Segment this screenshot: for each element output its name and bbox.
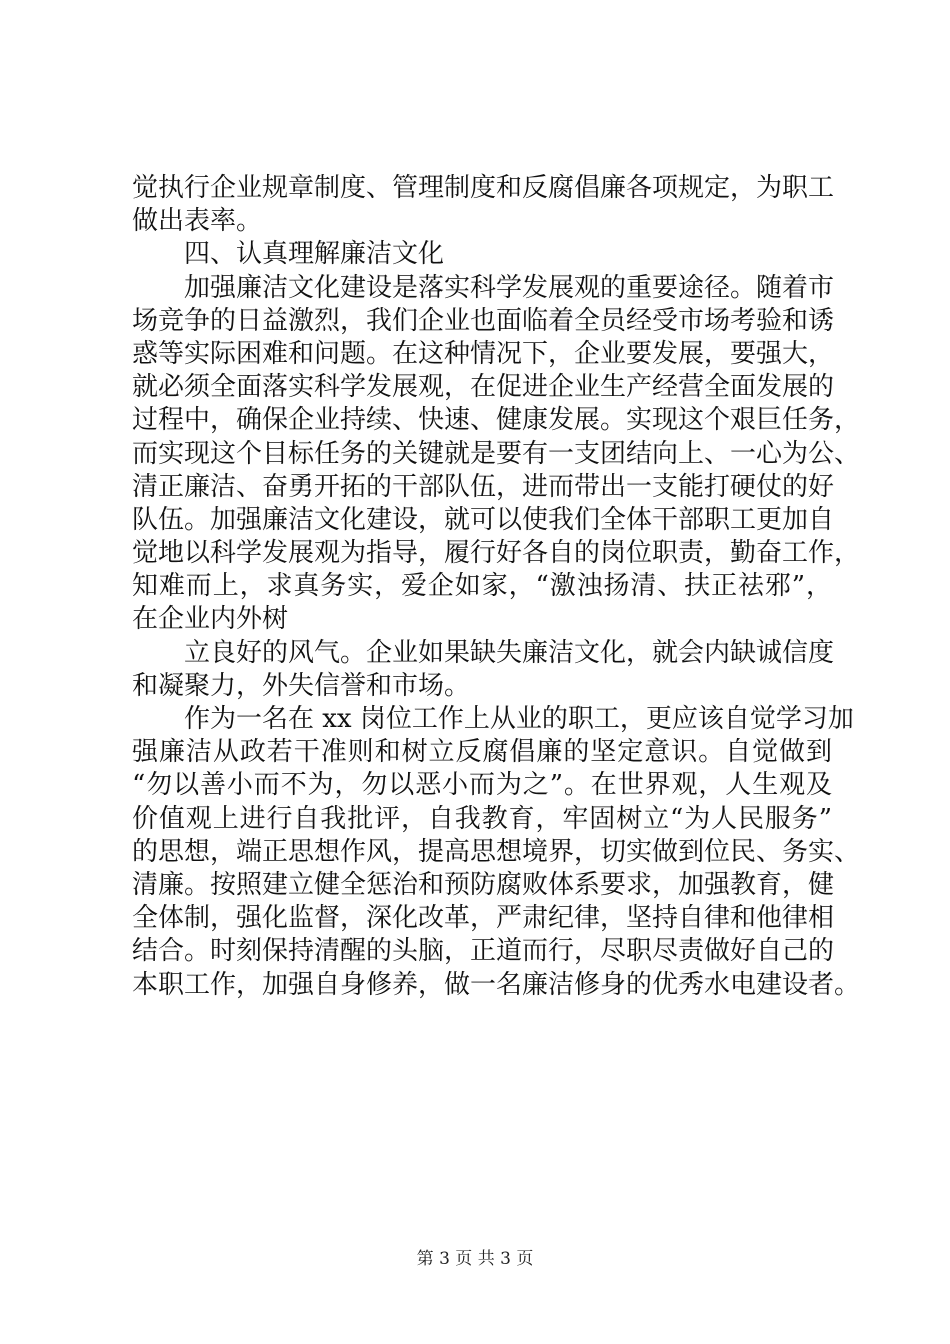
text-line: 就必须全面落实科学发展观，在促进企业生产经营全面发展的 bbox=[132, 372, 835, 403]
text-line: 结合。时刻保持清醒的头脑，正道而行，尽职尽责做好自己的 bbox=[132, 936, 835, 967]
text-line: “勿以善小而不为，勿以恶小而为之”。在世界观，人生观及 bbox=[132, 770, 832, 801]
text-line: 队伍。加强廉洁文化建设，就可以使我们全体干部职工更加自 bbox=[132, 504, 835, 535]
text-line: 作为一名在 xx 岗位工作上从业的职工，更应该自觉学习加 bbox=[184, 704, 854, 734]
text-line: 加强廉洁文化建设是落实科学发展观的重要途径。随着市 bbox=[184, 272, 835, 303]
text-line: 四、认真理解廉洁文化 bbox=[184, 239, 445, 270]
text-line: 做出表率。 bbox=[132, 206, 263, 237]
text-line: 和凝聚力，外失信誉和市场。 bbox=[132, 670, 471, 701]
text-line: 在企业内外树 bbox=[132, 604, 289, 635]
text-line: 强廉洁从政若干准则和树立反腐倡廉的坚定意识。自觉做到 bbox=[132, 737, 832, 768]
text-line: 的思想，端正思想作风，提高思想境界，切实做到位民、务实、 bbox=[132, 836, 861, 867]
text-line: 全体制，强化监督，深化改革，严肃纪律，坚持自律和他律相 bbox=[132, 903, 835, 934]
text-line: 过程中，确保企业持续、快速、健康发展。实现这个艰巨任务， bbox=[132, 405, 861, 436]
text-line: 而实现这个目标任务的关键就是要有一支团结向上、一心为公、 bbox=[132, 438, 861, 469]
document-body bbox=[132, 172, 861, 1002]
text-line: 清廉。按照建立健全惩治和预防腐败体系要求，加强教育，健 bbox=[132, 869, 835, 900]
text-line: 本职工作，加强自身修养，做一名廉洁修身的优秀水电建设者。 bbox=[132, 969, 861, 1000]
text-line: 惑等实际困难和问题。在这种情况下，企业要发展，要强大， bbox=[132, 338, 835, 369]
text-line: 场竞争的日益激烈，我们企业也面临着全员经受市场考验和诱 bbox=[132, 305, 835, 336]
text-line: 立良好的风气。企业如果缺失廉洁文化，就会内缺诚信度 bbox=[184, 637, 835, 668]
text-line: 清正廉洁、奋勇开拓的干部队伍，进而带出一支能打硬仗的好 bbox=[132, 471, 835, 502]
text-line: 知难而上，求真务实，爱企如家，“激浊扬清、扶正祛邪”， bbox=[132, 571, 832, 602]
text-line: 价值观上进行自我批评，自我教育，牢固树立“为人民服务” bbox=[132, 803, 832, 834]
text-line: 觉执行企业规章制度、管理制度和反腐倡廉各项规定，为职工 bbox=[132, 173, 835, 203]
text-line: 觉地以科学发展观为指导，履行好各自的岗位职责，勤奋工作， bbox=[132, 538, 861, 569]
page-footer: 第 3 页 共 3 页 bbox=[416, 1249, 534, 1269]
